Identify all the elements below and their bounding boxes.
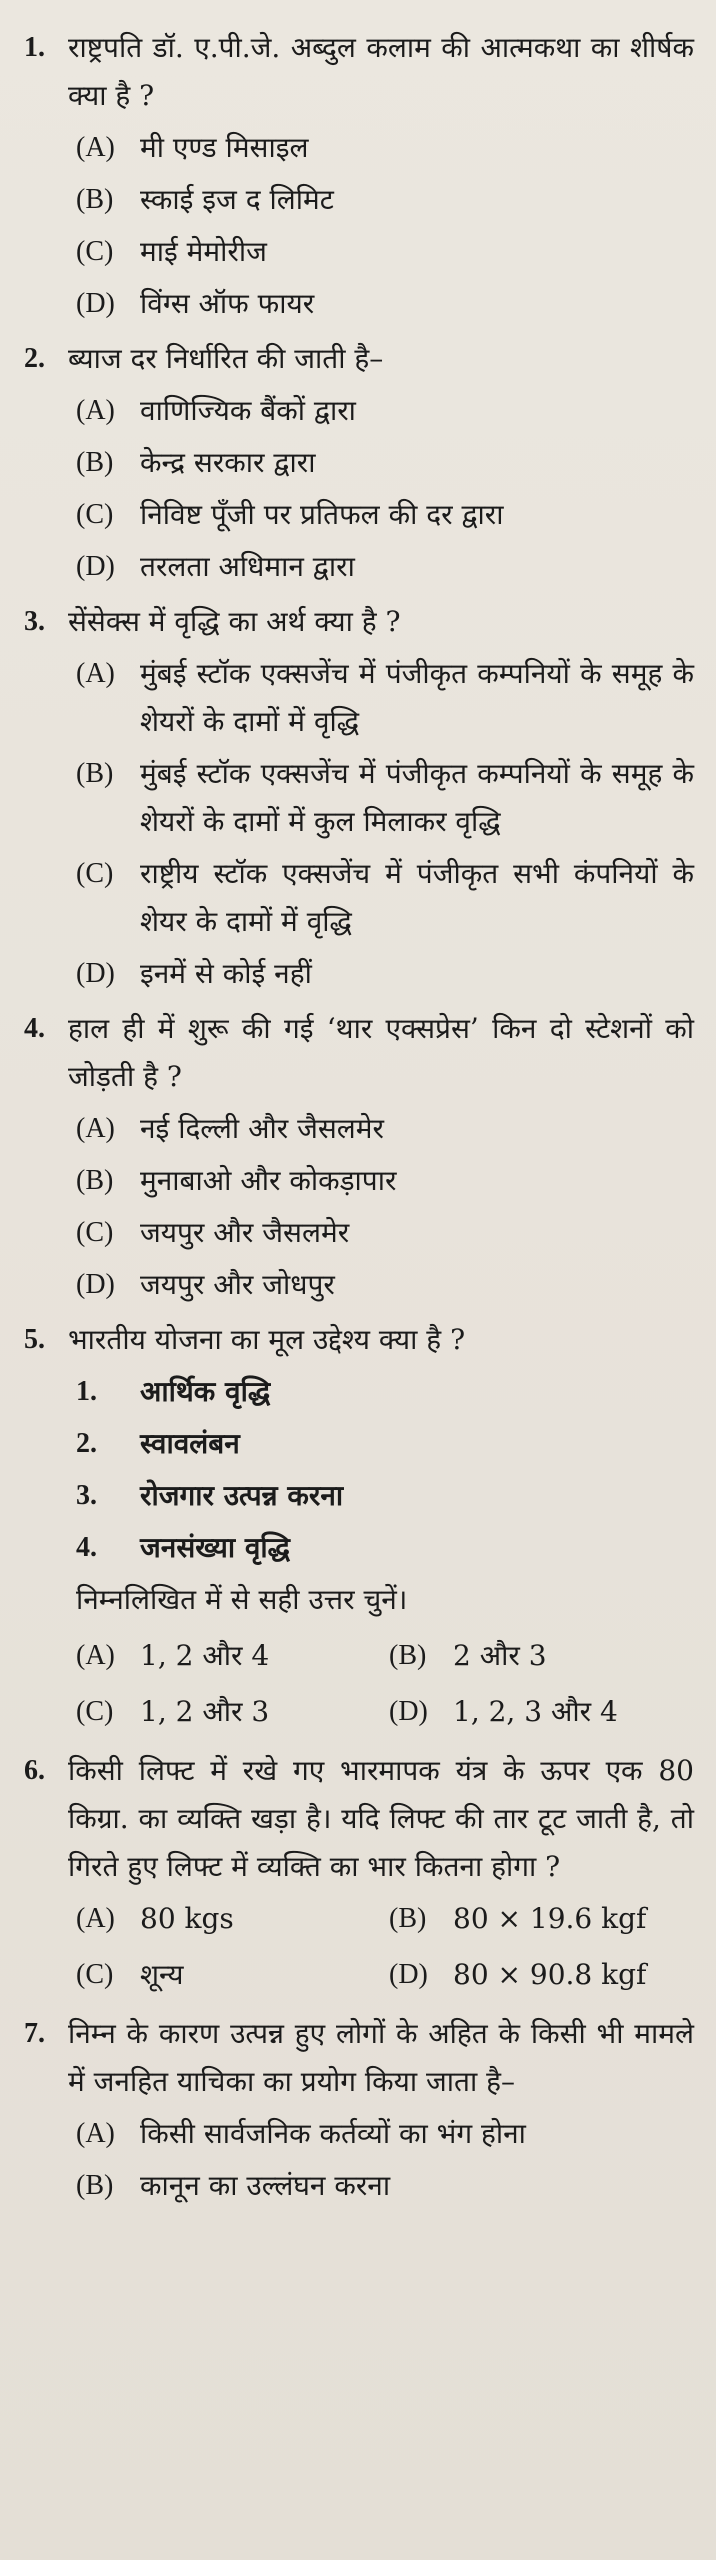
option-letter: (C) <box>76 1959 114 1990</box>
option-letter: (B) <box>76 447 114 478</box>
option-letter: (C) <box>76 1696 114 1727</box>
question-6 <box>24 1747 694 2003</box>
option-letter: (B) <box>76 2170 114 2201</box>
option-letter: (A) <box>76 1903 115 1934</box>
question-text: किसी लिफ्ट में रखे गए भारमापक यंत्र के ऊपर एक 80 किग्रा. का व्यक्ति खड़ा है। यदि लिफ्ट की तार टूट जाती है, तो गिरते हुए लिफ्ट में व्यक्ति का भार कितना होगा ? <box>68 1754 694 1883</box>
option-letter: (A) <box>76 132 115 163</box>
option-letter: (B) <box>76 758 114 789</box>
option-letter: (D) <box>76 551 115 582</box>
question-number: 6. <box>24 1755 45 1786</box>
option-b <box>76 439 694 487</box>
options-grid <box>24 1891 694 2003</box>
statement-number: 3. <box>76 1480 97 1511</box>
option-letter: (B) <box>389 1903 427 1934</box>
statement-number: 4. <box>76 1532 97 1563</box>
question-1 <box>24 24 694 328</box>
question-7 <box>24 2010 694 2210</box>
options-list <box>24 387 694 591</box>
option-text: मुनाबाओ और कोकड़ापार <box>140 1164 397 1197</box>
statement-item <box>76 1472 694 1520</box>
question-number: 5. <box>24 1324 45 1355</box>
option-b <box>76 750 694 846</box>
option-b <box>389 1632 694 1680</box>
options-list <box>24 650 694 998</box>
option-letter: (D) <box>76 958 115 989</box>
option-text: इनमें से कोई नहीं <box>140 957 312 990</box>
question-text: भारतीय योजना का मूल उद्देश्य क्या है ? <box>68 1323 466 1356</box>
option-letter: (B) <box>389 1640 427 1671</box>
options-list <box>24 2110 694 2210</box>
option-d <box>76 1261 694 1309</box>
question-number: 2. <box>24 343 45 374</box>
option-letter: (A) <box>76 1640 115 1671</box>
option-letter: (B) <box>76 1165 114 1196</box>
option-letter: (A) <box>76 1113 115 1144</box>
option-letter: (D) <box>389 1959 428 1990</box>
option-b <box>76 176 694 224</box>
option-letter: (C) <box>76 1217 114 1248</box>
question-4 <box>24 1005 694 1309</box>
option-text: जयपुर और जोधपुर <box>140 1268 335 1301</box>
option-letter: (A) <box>76 658 115 689</box>
question-number: 3. <box>24 606 45 637</box>
option-a <box>76 1632 381 1680</box>
statement-number: 1. <box>76 1376 97 1407</box>
option-a <box>76 1105 694 1153</box>
option-d <box>389 1951 694 1999</box>
option-letter: (C) <box>76 499 114 530</box>
option-letter: (B) <box>76 184 114 215</box>
question-2 <box>24 335 694 591</box>
option-a <box>76 387 694 435</box>
option-text: 80 × 19.6 kgf <box>453 1902 647 1935</box>
option-letter: (A) <box>76 2118 115 2149</box>
option-d <box>76 280 694 328</box>
question-number: 1. <box>24 32 45 63</box>
question-text: हाल ही में शुरू की गई ‘थार एक्सप्रेस’ किन दो स्टेशनों को जोड़ती है ? <box>68 1012 694 1093</box>
option-letter: (A) <box>76 395 115 426</box>
options-grid <box>24 1628 694 1740</box>
option-text: केन्द्र सरकार द्वारा <box>140 446 316 479</box>
option-b <box>76 1157 694 1205</box>
option-text: स्काई इज द लिमिट <box>140 183 334 216</box>
options-list <box>24 124 694 328</box>
question-number: 4. <box>24 1013 45 1044</box>
option-text: मुंबई स्टॉक एक्सजेंच में पंजीकृत कम्पनियों के समूह के शेयरों के दामों में कुल मिलाकर वृद्धि <box>140 757 694 838</box>
statement-number: 2. <box>76 1428 97 1459</box>
instruction-text: निम्नलिखित में से सही उत्तर चुनें। <box>76 1583 408 1616</box>
option-text: राष्ट्रीय स्टॉक एक्सजेंच में पंजीकृत सभी कंपनियों के शेयर के दामों में वृद्धि <box>140 857 694 938</box>
option-letter: (C) <box>76 858 114 889</box>
statement-item <box>76 1524 694 1572</box>
option-c <box>76 1951 381 1999</box>
option-text: किसी सार्वजनिक कर्तव्यों का भंग होना <box>140 2117 526 2150</box>
option-text: 2 और 3 <box>453 1639 547 1672</box>
option-letter: (D) <box>389 1696 428 1727</box>
option-b <box>76 2162 694 2210</box>
statement-item <box>76 1420 694 1468</box>
question-3 <box>24 598 694 998</box>
option-text: शून्य <box>140 1958 184 1991</box>
option-text: 1, 2 और 3 <box>140 1695 270 1728</box>
question-text: सेंसेक्स में वृद्धि का अर्थ क्या है ? <box>68 605 401 638</box>
options-list <box>24 1105 694 1309</box>
option-c <box>76 491 694 539</box>
option-d <box>389 1688 694 1736</box>
option-c <box>76 1688 381 1736</box>
option-a <box>76 1895 381 1943</box>
option-text: 80 kgs <box>140 1902 234 1935</box>
option-text: कानून का उल्लंघन करना <box>140 2169 391 2202</box>
option-d <box>76 543 694 591</box>
statement-text: रोजगार उत्पन्न करना <box>140 1479 344 1512</box>
statement-item <box>76 1368 694 1416</box>
option-text: जयपुर और जैसलमेर <box>140 1216 350 1249</box>
option-text: मुंबई स्टॉक एक्सजेंच में पंजीकृत कम्पनियों के समूह के शेयरों के दामों में वृद्धि <box>140 657 694 738</box>
option-text: तरलता अधिमान द्वारा <box>140 550 355 583</box>
question-5 <box>24 1316 694 1740</box>
question-number: 7. <box>24 2018 45 2049</box>
option-letter: (D) <box>76 1269 115 1300</box>
statement-list <box>24 1368 694 1572</box>
question-text: ब्याज दर निर्धारित की जाती है– <box>68 342 384 375</box>
option-text: माई मेमोरीज <box>140 235 267 268</box>
option-d <box>76 950 694 998</box>
option-c <box>76 850 694 946</box>
statement-text: स्वावलंबन <box>140 1427 240 1460</box>
option-a <box>76 2110 694 2158</box>
option-c <box>76 228 694 276</box>
option-text: विंग्स ऑफ फायर <box>140 287 315 320</box>
statement-text: आर्थिक वृद्धि <box>140 1375 271 1408</box>
option-letter: (D) <box>76 288 115 319</box>
statement-text: जनसंख्या वृद्धि <box>140 1531 291 1564</box>
option-b <box>389 1895 694 1943</box>
option-a <box>76 650 694 746</box>
option-letter: (C) <box>76 236 114 267</box>
option-text: 1, 2 और 4 <box>140 1639 270 1672</box>
option-text: वाणिज्यिक बैंकों द्वारा <box>140 394 356 427</box>
option-text: मी एण्ड मिसाइल <box>140 131 309 164</box>
option-a <box>76 124 694 172</box>
option-text: निविष्ट पूँजी पर प्रतिफल की दर द्वारा <box>140 498 504 531</box>
question-text: राष्ट्रपति डॉ. ए.पी.जे. अब्दुल कलाम की आत्मकथा का शीर्षक क्या है ? <box>68 31 694 112</box>
question-text: निम्न के कारण उत्पन्न हुए लोगों के अहित के किसी भी मामले में जनहित याचिका का प्रयोग किया जाता है– <box>68 2017 694 2098</box>
option-text: 1, 2, 3 और 4 <box>453 1695 618 1728</box>
option-c <box>76 1209 694 1257</box>
option-text: 80 × 90.8 kgf <box>453 1958 647 1991</box>
option-text: नई दिल्ली और जैसलमेर <box>140 1112 384 1145</box>
